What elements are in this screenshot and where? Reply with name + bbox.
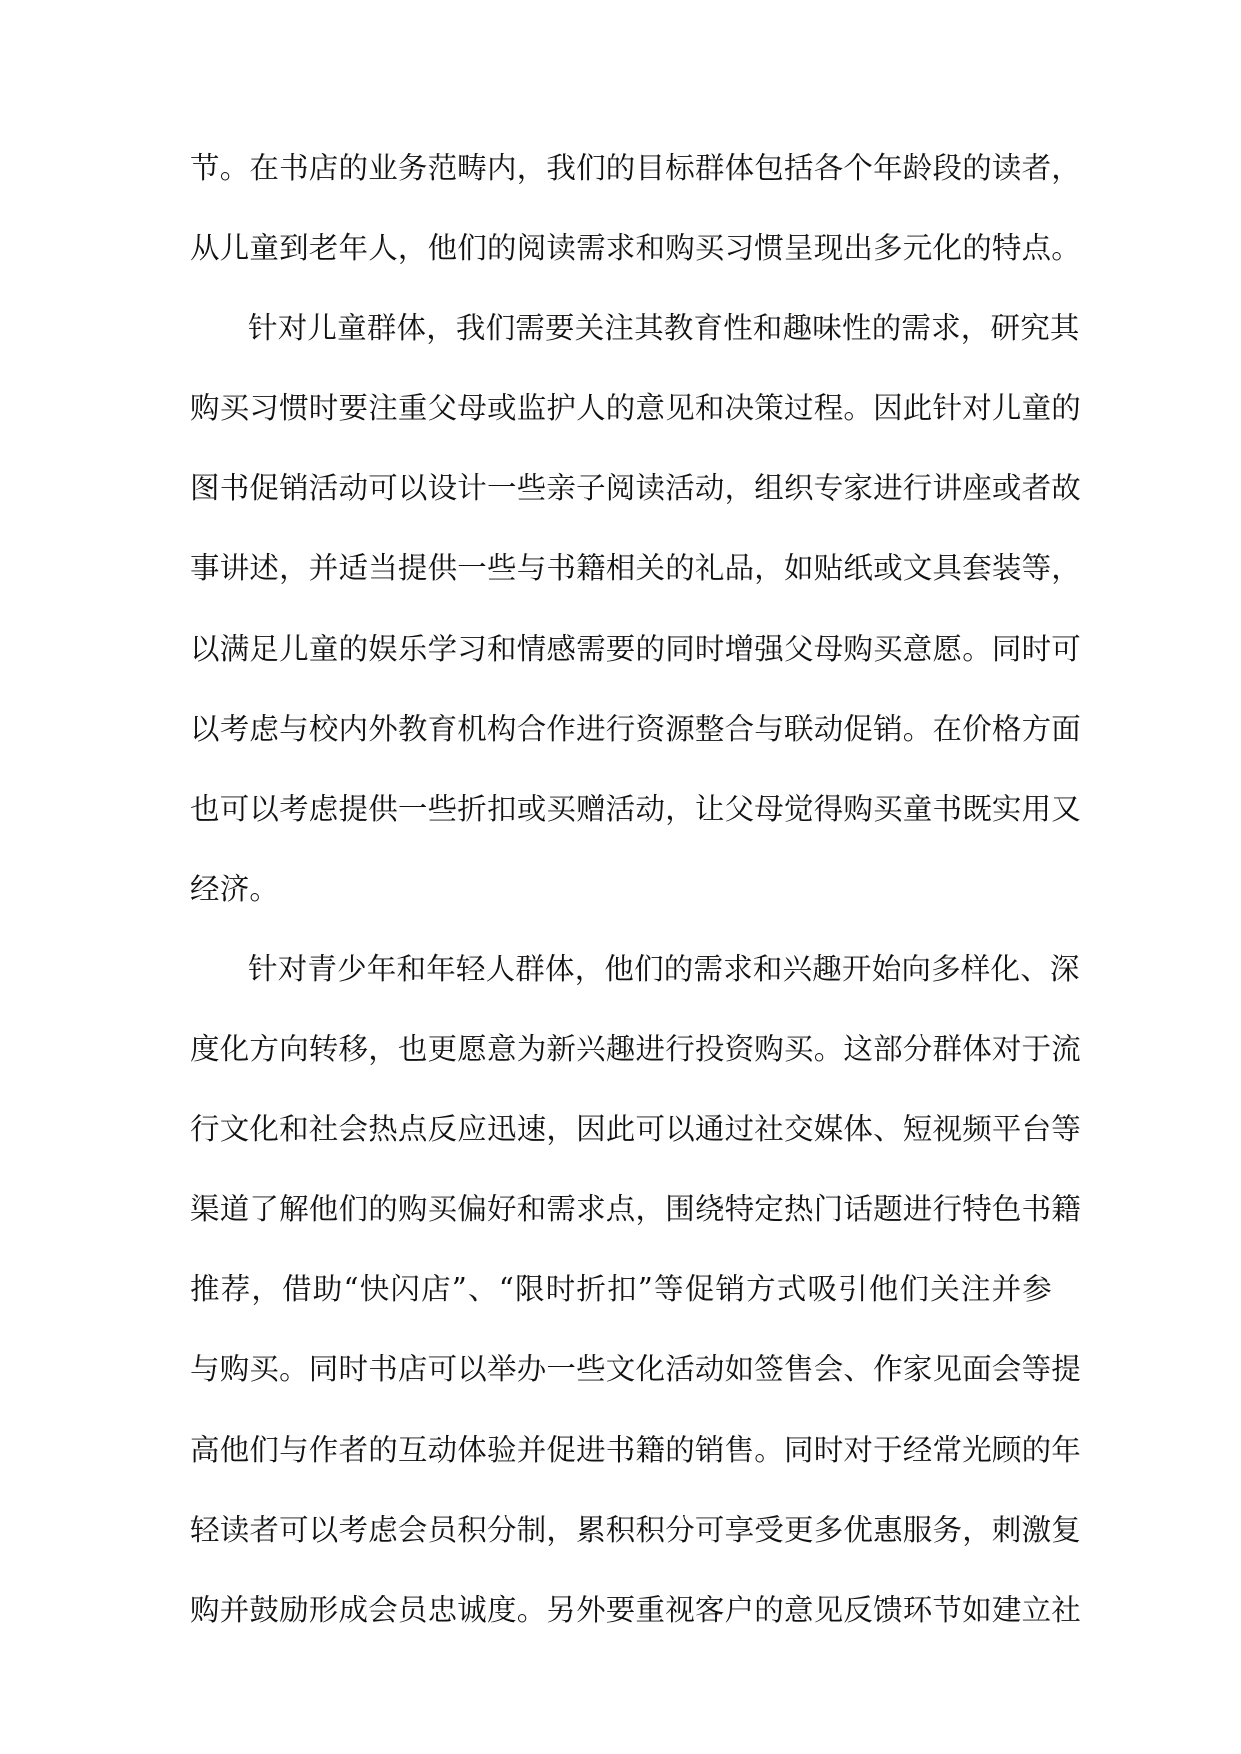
- paragraph-line: 以满足儿童的娱乐学习和情感需要的同时增强父母购买意愿。同时可: [190, 631, 1082, 666]
- paragraph-line: 经济。: [190, 871, 280, 906]
- paragraph-line: 轻读者可以考虑会员积分制，累积积分可享受更多优惠服务，刺激复: [190, 1512, 1082, 1547]
- paragraph-line: 高他们与作者的互动体验并促进书籍的销售。同时对于经常光顾的年: [190, 1432, 1082, 1467]
- paragraph-line: 与购买。同时书店可以举办一些文化活动如签售会、作家见面会等提: [190, 1352, 1082, 1387]
- paragraph-line: 事讲述，并适当提供一些与书籍相关的礼品，如贴纸或文具套装等，: [190, 551, 1082, 586]
- paragraph-line: 度化方向转移，也更愿意为新兴趣进行投资购买。这部分群体对于流: [190, 1032, 1082, 1067]
- paragraph-line: 推荐，借助“快闪店”、“限时折扣”等促销方式吸引他们关注并参: [190, 1272, 1052, 1307]
- paragraph-line: 以考虑与校内外教育机构合作进行资源整合与联动促销。在价格方面: [190, 711, 1082, 746]
- paragraph-line: 行文化和社会热点反应迅速，因此可以通过社交媒体、短视频平台等: [190, 1112, 1082, 1147]
- body-text: [190, 136, 1082, 1658]
- paragraph-line: 渠道了解他们的购买偏好和需求点，围绕特定热门话题进行特色书籍: [190, 1192, 1082, 1227]
- paragraph-line: 也可以考虑提供一些折扣或买赠活动，让父母觉得购买童书既实用又: [190, 791, 1082, 826]
- paragraph-line: 针对儿童群体，我们需要关注其教育性和趣味性的需求，研究其: [248, 311, 1080, 346]
- paragraph-line: 针对青少年和年轻人群体，他们的需求和兴趣开始向多样化、深: [248, 951, 1080, 986]
- paragraph-line: 购并鼓励形成会员忠诚度。另外要重视客户的意见反馈环节如建立社: [190, 1592, 1082, 1627]
- paragraph-line: 购买习惯时要注重父母或监护人的意见和决策过程。因此针对儿童的: [190, 391, 1082, 426]
- paragraph-line: 节。在书店的业务范畴内，我们的目标群体包括各个年龄段的读者，: [190, 151, 1082, 185]
- paragraph-line: 图书促销活动可以设计一些亲子阅读活动，组织专家进行讲座或者故: [190, 471, 1082, 506]
- paragraph-line: 从儿童到老年人，他们的阅读需求和购买习惯呈现出多元化的特点。: [190, 231, 1082, 266]
